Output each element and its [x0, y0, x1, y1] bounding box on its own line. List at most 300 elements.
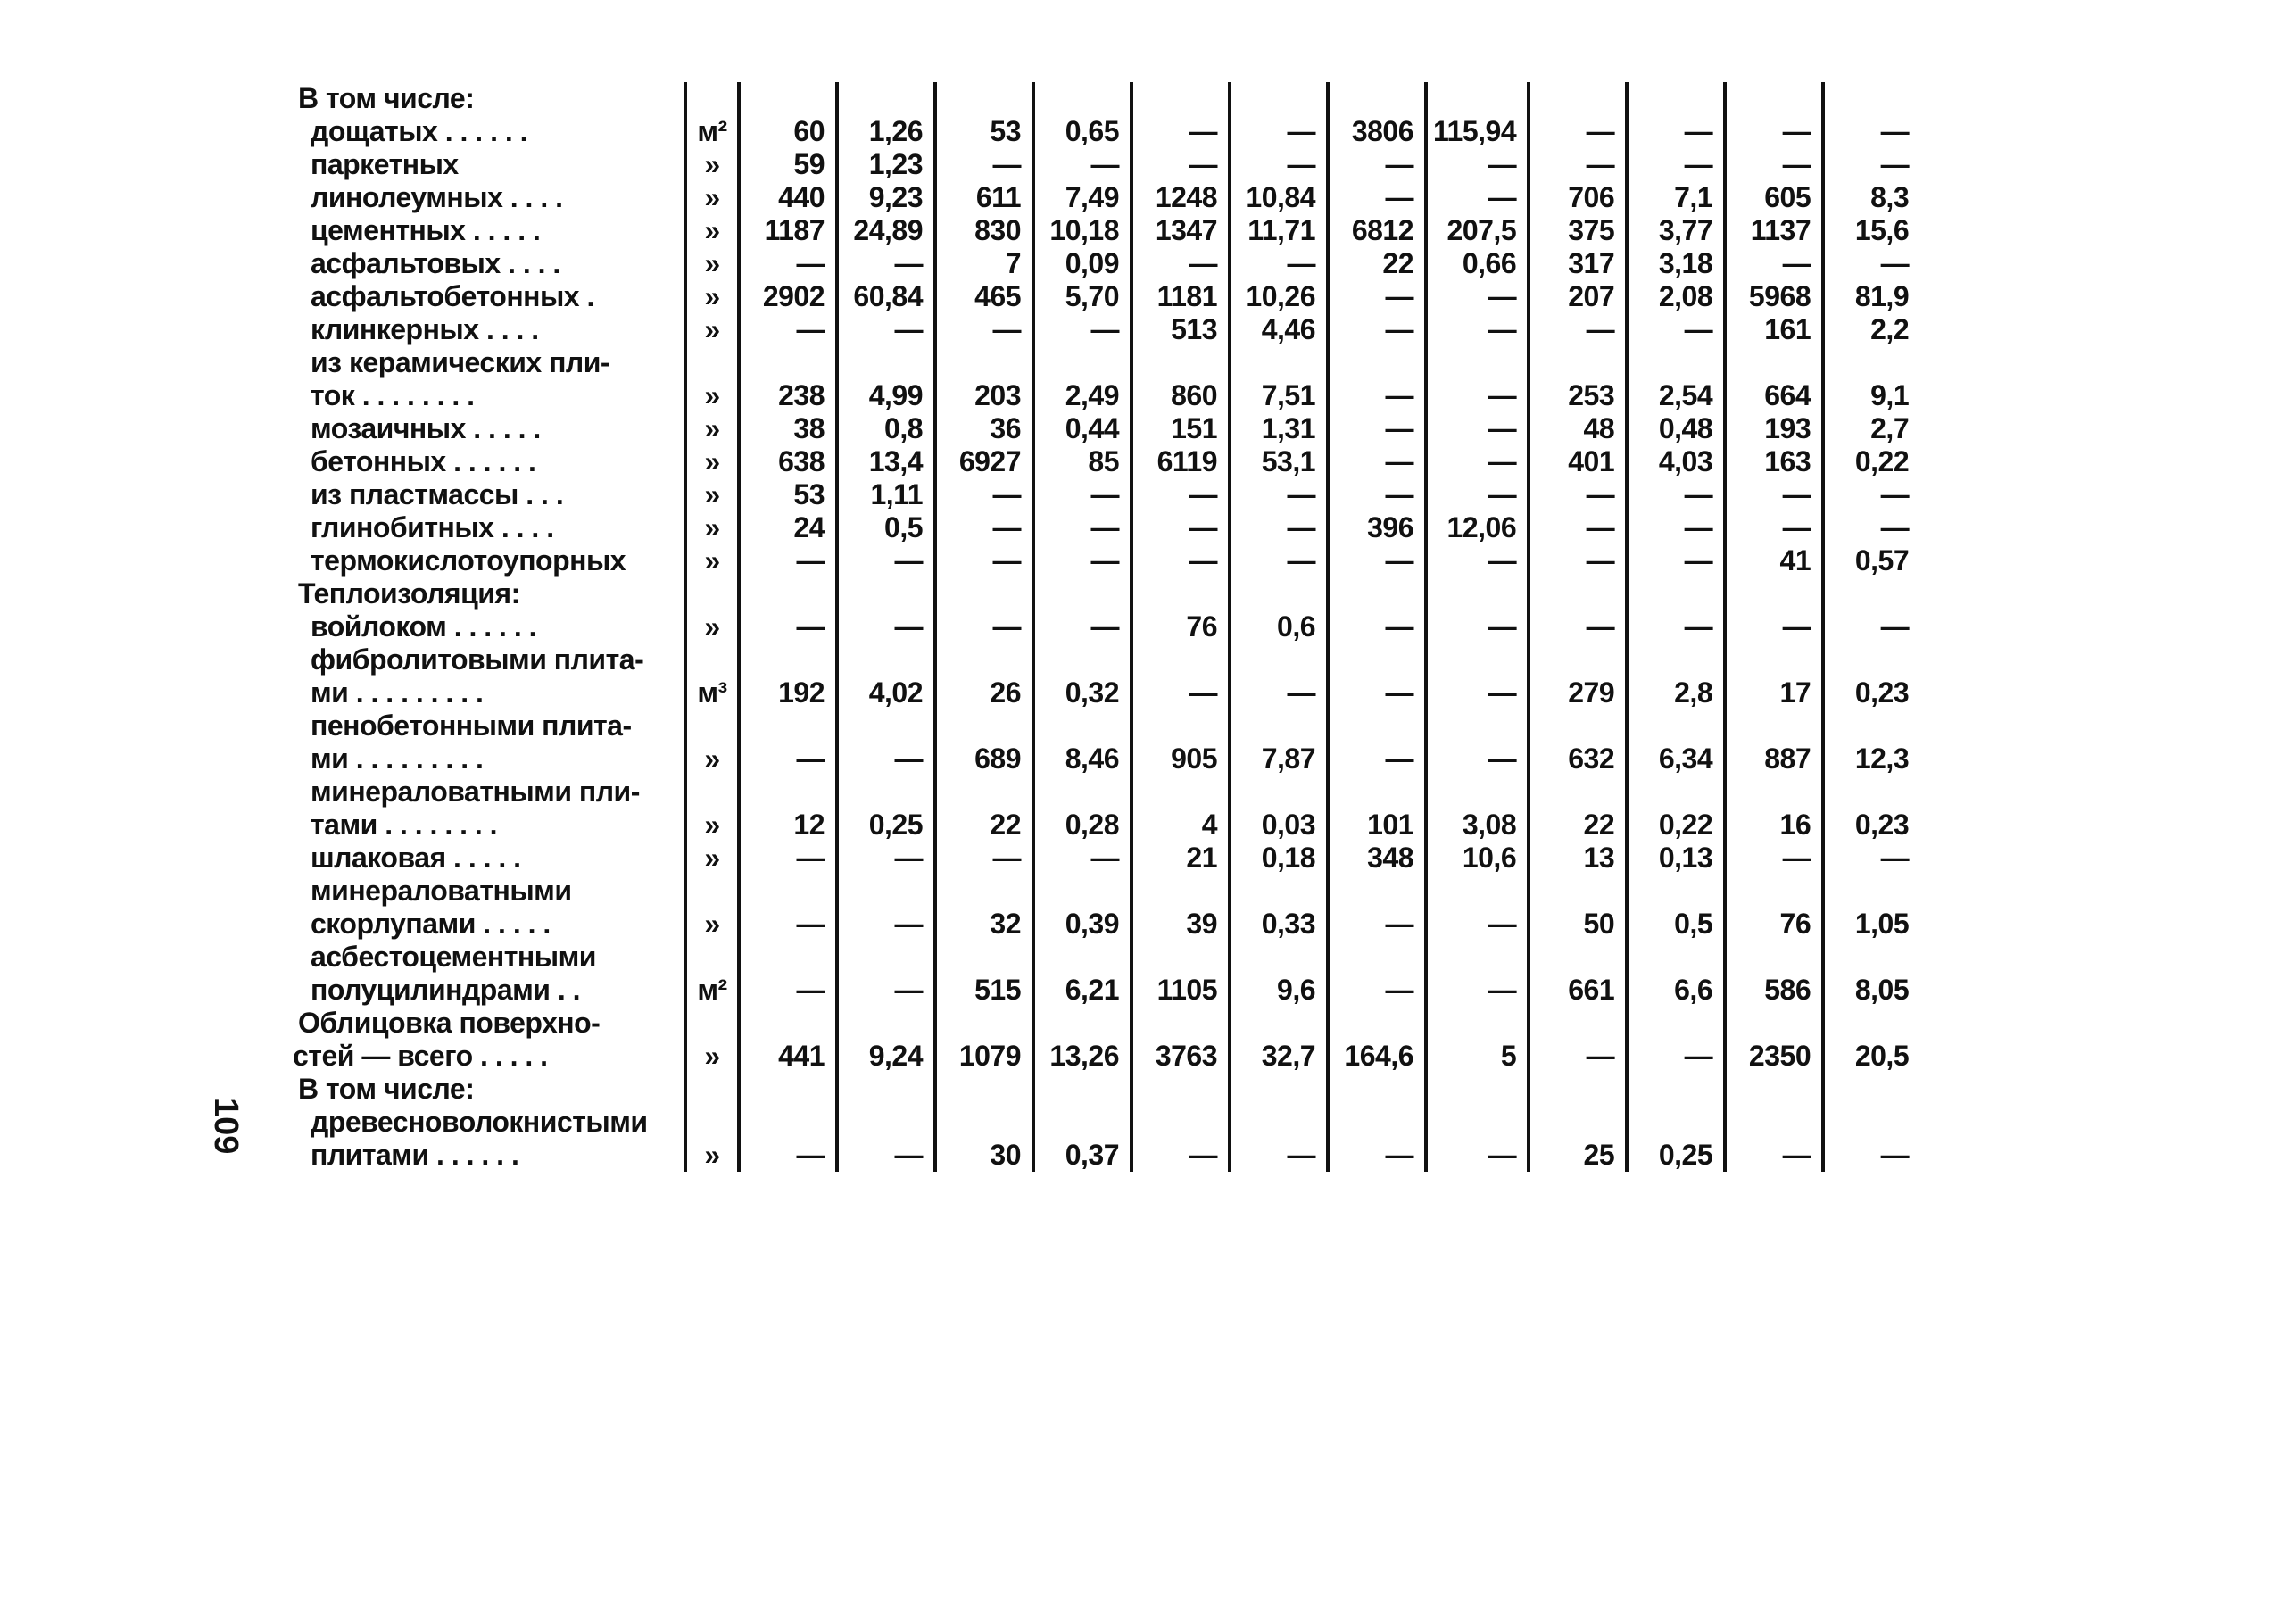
value-cell: 7,1	[1627, 181, 1725, 214]
row-label: асфальтовых . . . .	[311, 247, 560, 279]
value-cell	[1426, 1007, 1529, 1040]
value-cell: —	[1230, 511, 1328, 544]
value-cell	[1230, 1073, 1328, 1106]
value-cell	[1328, 1007, 1426, 1040]
table-row	[293, 676, 1919, 709]
value-cell	[1627, 709, 1725, 742]
unit-cell	[685, 643, 739, 676]
value-cell: 163	[1725, 445, 1823, 478]
value-cell	[1823, 346, 1919, 379]
value-cell: —	[1328, 379, 1426, 412]
value-cell: 0,25	[1627, 1139, 1725, 1172]
value-cell: —	[1328, 742, 1426, 776]
value-cell: —	[1426, 1139, 1529, 1172]
value-cell: 76	[1131, 610, 1230, 643]
value-cell	[1131, 709, 1230, 742]
value-cell: 0,18	[1230, 842, 1328, 875]
value-cell: —	[837, 247, 935, 280]
unit-cell: »	[685, 247, 739, 280]
value-cell: —	[739, 313, 837, 346]
value-cell: —	[1426, 974, 1529, 1007]
value-cell: —	[837, 742, 935, 776]
value-cell: 375	[1529, 214, 1627, 247]
value-cell	[1328, 941, 1426, 974]
value-cell: —	[837, 610, 935, 643]
value-cell: 1181	[1131, 280, 1230, 313]
value-cell: 2902	[739, 280, 837, 313]
value-cell: 1079	[935, 1040, 1033, 1073]
row-label: древесноволокнистыми	[311, 1106, 648, 1138]
value-cell: 1,26	[837, 115, 935, 148]
value-cell: 164,6	[1328, 1040, 1426, 1073]
value-cell: 11,71	[1230, 214, 1328, 247]
value-cell: —	[1328, 412, 1426, 445]
value-cell: 6,21	[1033, 974, 1131, 1007]
value-cell: —	[935, 478, 1033, 511]
value-cell	[1230, 577, 1328, 610]
value-cell: —	[1725, 478, 1823, 511]
row-label: дощатых . . . . . .	[311, 115, 528, 147]
value-cell: 151	[1131, 412, 1230, 445]
value-cell: 2,2	[1823, 313, 1919, 346]
value-cell	[1328, 709, 1426, 742]
unit-cell: »	[685, 1139, 739, 1172]
table-row	[293, 82, 1919, 115]
table-row	[293, 709, 1919, 742]
table-row	[293, 247, 1919, 280]
value-cell: 253	[1529, 379, 1627, 412]
unit-cell: »	[685, 809, 739, 842]
value-cell	[1529, 346, 1627, 379]
table-row	[293, 280, 1919, 313]
value-cell: 24,89	[837, 214, 935, 247]
value-cell	[1529, 1106, 1627, 1139]
value-cell: 0,03	[1230, 809, 1328, 842]
row-label: из пластмассы . . .	[311, 478, 564, 510]
value-cell	[1627, 776, 1725, 809]
value-cell: —	[1230, 478, 1328, 511]
value-cell	[837, 875, 935, 908]
value-cell: 48	[1529, 412, 1627, 445]
value-cell: —	[1725, 247, 1823, 280]
value-cell	[1823, 941, 1919, 974]
unit-cell: м²	[685, 115, 739, 148]
value-cell	[1033, 1106, 1131, 1139]
value-cell: 32,7	[1230, 1040, 1328, 1073]
value-cell: 12,06	[1426, 511, 1529, 544]
value-cell: 16	[1725, 809, 1823, 842]
unit-cell: »	[685, 379, 739, 412]
row-label: ми . . . . . . . . .	[311, 742, 484, 775]
table-row	[293, 1139, 1919, 1172]
table-row	[293, 643, 1919, 676]
value-cell: 1,05	[1823, 908, 1919, 941]
value-cell	[1627, 1106, 1725, 1139]
value-cell: —	[1131, 544, 1230, 577]
value-cell	[1230, 776, 1328, 809]
value-cell: 10,84	[1230, 181, 1328, 214]
value-cell: 12,3	[1823, 742, 1919, 776]
value-cell: 101	[1328, 809, 1426, 842]
table-row	[293, 478, 1919, 511]
value-cell	[1627, 941, 1725, 974]
value-cell: —	[1529, 610, 1627, 643]
value-cell	[1328, 82, 1426, 115]
value-cell: 830	[935, 214, 1033, 247]
value-cell: 3,77	[1627, 214, 1725, 247]
value-cell: 2,49	[1033, 379, 1131, 412]
value-cell: 13	[1529, 842, 1627, 875]
value-cell	[1033, 941, 1131, 974]
table-row	[293, 908, 1919, 941]
value-cell: 860	[1131, 379, 1230, 412]
unit-cell	[685, 346, 739, 379]
value-cell: —	[1131, 478, 1230, 511]
row-label: В том числе:	[298, 1073, 475, 1105]
unit-cell: »	[685, 742, 739, 776]
value-cell	[935, 709, 1033, 742]
value-cell: —	[1426, 676, 1529, 709]
value-cell: —	[1823, 115, 1919, 148]
value-cell: 60	[739, 115, 837, 148]
value-cell	[739, 346, 837, 379]
value-cell: —	[935, 313, 1033, 346]
value-cell	[1131, 875, 1230, 908]
value-cell: 0,44	[1033, 412, 1131, 445]
value-cell	[935, 1073, 1033, 1106]
value-cell: —	[1426, 610, 1529, 643]
value-cell: 0,65	[1033, 115, 1131, 148]
value-cell	[935, 643, 1033, 676]
value-cell: 396	[1328, 511, 1426, 544]
value-cell	[1426, 776, 1529, 809]
row-label: скорлупами . . . . .	[311, 908, 551, 940]
value-cell	[1033, 82, 1131, 115]
value-cell	[1131, 776, 1230, 809]
value-cell: —	[935, 148, 1033, 181]
row-label: минераловатными	[311, 875, 572, 907]
value-cell	[1328, 875, 1426, 908]
value-cell: 9,24	[837, 1040, 935, 1073]
value-cell: 0,22	[1627, 809, 1725, 842]
value-cell: 0,23	[1823, 676, 1919, 709]
value-cell	[1426, 875, 1529, 908]
unit-cell: »	[685, 842, 739, 875]
value-cell: 76	[1725, 908, 1823, 941]
value-cell: 4,02	[837, 676, 935, 709]
value-cell: —	[1230, 544, 1328, 577]
value-cell: —	[1328, 478, 1426, 511]
value-cell	[1529, 577, 1627, 610]
value-cell	[1426, 577, 1529, 610]
value-cell: —	[1823, 1139, 1919, 1172]
value-cell	[1529, 875, 1627, 908]
value-cell: 0,37	[1033, 1139, 1131, 1172]
value-cell: —	[1725, 1139, 1823, 1172]
value-cell: —	[1328, 181, 1426, 214]
value-cell: 22	[935, 809, 1033, 842]
value-cell	[1627, 643, 1725, 676]
table-row	[293, 181, 1919, 214]
value-cell: —	[1823, 511, 1919, 544]
value-cell: —	[1725, 511, 1823, 544]
table-row	[293, 610, 1919, 643]
row-label: ми . . . . . . . . .	[311, 676, 484, 709]
value-cell: —	[935, 842, 1033, 875]
value-cell: 905	[1131, 742, 1230, 776]
value-cell: 3,18	[1627, 247, 1725, 280]
value-cell: 5968	[1725, 280, 1823, 313]
unit-cell: »	[685, 1040, 739, 1073]
unit-cell: »	[685, 544, 739, 577]
unit-cell: »	[685, 214, 739, 247]
value-cell	[1131, 1106, 1230, 1139]
value-cell: 2,54	[1627, 379, 1725, 412]
value-cell: 60,84	[837, 280, 935, 313]
value-cell: —	[1627, 610, 1725, 643]
value-cell: 53	[739, 478, 837, 511]
value-cell: 0,22	[1823, 445, 1919, 478]
value-cell: —	[1033, 511, 1131, 544]
value-cell: —	[837, 974, 935, 1007]
table-row	[293, 809, 1919, 842]
row-label: тами . . . . . . . .	[311, 809, 498, 841]
value-cell	[739, 1007, 837, 1040]
value-cell: 348	[1328, 842, 1426, 875]
table-row	[293, 742, 1919, 776]
value-cell	[837, 346, 935, 379]
value-cell: 2350	[1725, 1040, 1823, 1073]
row-label: мозаичных . . . . .	[311, 412, 541, 444]
value-cell: 1248	[1131, 181, 1230, 214]
value-cell: 0,48	[1627, 412, 1725, 445]
value-cell: —	[1328, 676, 1426, 709]
value-cell	[1033, 875, 1131, 908]
table-row	[293, 577, 1919, 610]
value-cell: 13,26	[1033, 1040, 1131, 1073]
value-cell: —	[837, 313, 935, 346]
value-cell	[1725, 776, 1823, 809]
value-cell: 81,9	[1823, 280, 1919, 313]
value-cell: 0,23	[1823, 809, 1919, 842]
value-cell: 36	[935, 412, 1033, 445]
unit-cell: »	[685, 610, 739, 643]
row-label: клинкерных . . . .	[311, 313, 539, 345]
value-cell: 238	[739, 379, 837, 412]
value-cell: 3806	[1328, 115, 1426, 148]
row-label: термокислотоупорных	[311, 544, 626, 577]
value-cell: —	[837, 842, 935, 875]
value-cell: 32	[935, 908, 1033, 941]
value-cell: 10,6	[1426, 842, 1529, 875]
value-cell	[1230, 643, 1328, 676]
value-cell	[1033, 346, 1131, 379]
value-cell: 25	[1529, 1139, 1627, 1172]
value-cell: 50	[1529, 908, 1627, 941]
value-cell	[1033, 1073, 1131, 1106]
unit-cell: »	[685, 478, 739, 511]
value-cell: —	[1328, 544, 1426, 577]
value-cell	[739, 643, 837, 676]
value-cell: —	[1230, 247, 1328, 280]
page-number: 109	[207, 1098, 245, 1155]
value-cell	[1529, 941, 1627, 974]
value-cell: 611	[935, 181, 1033, 214]
value-cell	[1230, 875, 1328, 908]
value-cell: —	[1131, 511, 1230, 544]
value-cell: 7,51	[1230, 379, 1328, 412]
value-cell	[837, 1007, 935, 1040]
value-cell: 39	[1131, 908, 1230, 941]
unit-cell: »	[685, 148, 739, 181]
value-cell: —	[1426, 478, 1529, 511]
value-cell	[1725, 1007, 1823, 1040]
value-cell	[1529, 776, 1627, 809]
value-cell	[1426, 709, 1529, 742]
value-cell: 26	[935, 676, 1033, 709]
row-label: глинобитных . . . .	[311, 511, 554, 543]
value-cell: —	[1033, 148, 1131, 181]
value-cell	[1131, 82, 1230, 115]
unit-cell: »	[685, 313, 739, 346]
value-cell	[1627, 82, 1725, 115]
value-cell: 5,70	[1033, 280, 1131, 313]
value-cell: 2,08	[1627, 280, 1725, 313]
value-cell	[1426, 346, 1529, 379]
value-cell: 0,39	[1033, 908, 1131, 941]
value-cell: 4	[1131, 809, 1230, 842]
value-cell: —	[935, 511, 1033, 544]
value-cell	[837, 1106, 935, 1139]
value-cell: 317	[1529, 247, 1627, 280]
value-cell: 0,5	[837, 511, 935, 544]
value-cell: —	[1529, 115, 1627, 148]
value-cell	[935, 1106, 1033, 1139]
value-cell: 9,23	[837, 181, 935, 214]
value-cell: —	[1328, 610, 1426, 643]
value-cell: —	[1529, 313, 1627, 346]
value-cell: 279	[1529, 676, 1627, 709]
value-cell: 10,18	[1033, 214, 1131, 247]
value-cell: 6927	[935, 445, 1033, 478]
value-cell	[1529, 1073, 1627, 1106]
value-cell: —	[1529, 148, 1627, 181]
value-cell	[1230, 941, 1328, 974]
value-cell: —	[1725, 148, 1823, 181]
value-cell	[1823, 577, 1919, 610]
unit-cell	[685, 1106, 739, 1139]
value-cell	[1328, 1073, 1426, 1106]
value-cell	[1725, 346, 1823, 379]
value-cell	[1725, 1073, 1823, 1106]
value-cell	[1230, 346, 1328, 379]
value-cell	[1725, 577, 1823, 610]
value-cell: —	[1328, 280, 1426, 313]
value-cell: —	[1725, 115, 1823, 148]
value-cell: —	[837, 908, 935, 941]
unit-cell: м³	[685, 676, 739, 709]
value-cell: 161	[1725, 313, 1823, 346]
value-cell: 115,94	[1426, 115, 1529, 148]
table-row	[293, 1040, 1919, 1073]
value-cell: 30	[935, 1139, 1033, 1172]
value-cell	[1033, 643, 1131, 676]
value-cell	[935, 1007, 1033, 1040]
value-cell	[837, 941, 935, 974]
value-cell: 53,1	[1230, 445, 1328, 478]
value-cell: —	[1230, 676, 1328, 709]
value-cell: —	[1328, 148, 1426, 181]
value-cell: —	[739, 544, 837, 577]
value-cell: 6,6	[1627, 974, 1725, 1007]
value-cell: 440	[739, 181, 837, 214]
row-label: минераловатными пли-	[311, 776, 640, 808]
value-cell: —	[1627, 544, 1725, 577]
value-cell: 706	[1529, 181, 1627, 214]
value-cell	[1725, 875, 1823, 908]
value-cell: 661	[1529, 974, 1627, 1007]
value-cell: 0,66	[1426, 247, 1529, 280]
row-label: В том числе:	[298, 82, 475, 114]
value-cell: —	[1823, 842, 1919, 875]
value-cell: —	[1426, 742, 1529, 776]
value-cell: —	[1529, 478, 1627, 511]
row-label: асбестоцементными	[311, 941, 596, 973]
value-cell: 15,6	[1823, 214, 1919, 247]
statistics-table-container	[293, 82, 1919, 1172]
value-cell	[935, 577, 1033, 610]
value-cell	[1328, 643, 1426, 676]
value-cell	[935, 941, 1033, 974]
value-cell: 193	[1725, 412, 1823, 445]
value-cell: 21	[1131, 842, 1230, 875]
value-cell: 53	[935, 115, 1033, 148]
value-cell: 638	[739, 445, 837, 478]
value-cell: 10,26	[1230, 280, 1328, 313]
value-cell: —	[1823, 610, 1919, 643]
value-cell: —	[1131, 1139, 1230, 1172]
value-cell	[1230, 709, 1328, 742]
value-cell: 0,25	[837, 809, 935, 842]
value-cell	[739, 1073, 837, 1106]
value-cell: —	[1033, 313, 1131, 346]
value-cell	[1627, 875, 1725, 908]
value-cell: 465	[935, 280, 1033, 313]
value-cell: 3,08	[1426, 809, 1529, 842]
value-cell	[1328, 1106, 1426, 1139]
value-cell: 207,5	[1426, 214, 1529, 247]
value-cell	[1033, 776, 1131, 809]
value-cell	[837, 1073, 935, 1106]
table-row	[293, 379, 1919, 412]
value-cell	[837, 82, 935, 115]
value-cell: 1105	[1131, 974, 1230, 1007]
row-label: пенобетонными плита-	[311, 709, 632, 742]
value-cell: 13,4	[837, 445, 935, 478]
table-row	[293, 511, 1919, 544]
value-cell	[1823, 82, 1919, 115]
value-cell: —	[1426, 148, 1529, 181]
value-cell: 441	[739, 1040, 837, 1073]
value-cell: —	[739, 610, 837, 643]
value-cell: 6,34	[1627, 742, 1725, 776]
value-cell: —	[1033, 544, 1131, 577]
table-row	[293, 842, 1919, 875]
value-cell	[1131, 346, 1230, 379]
value-cell	[1529, 1007, 1627, 1040]
statistics-table	[293, 82, 1919, 1172]
value-cell: —	[1033, 610, 1131, 643]
